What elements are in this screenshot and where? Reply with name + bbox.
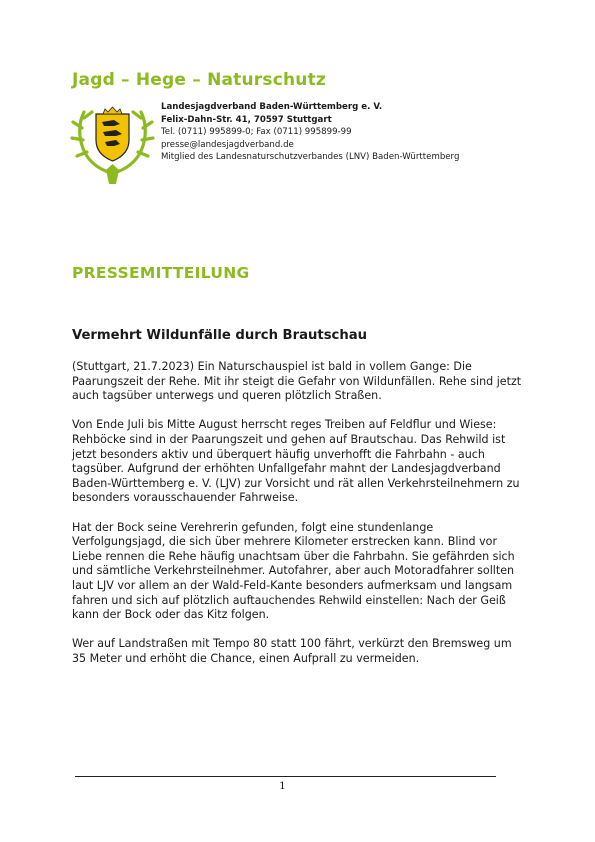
antlers-shield-crest-icon <box>70 106 155 186</box>
org-name: Landesjagdverband Baden-Württemberg e. V. <box>161 102 383 112</box>
footer-divider <box>75 776 496 777</box>
page-number: 1 <box>279 780 286 792</box>
paragraph: (Stuttgart, 21.7.2023) Ein Naturschauspiel ist bald in vollem Gange: Die Paarungszeit der Rehe. Mit ihr steigt die Gefahr von Wildunfällen. Rehe sind jetzt auch tagsüber unterwegs und queren plötzlich Straßen. <box>72 360 522 403</box>
section-label: PRESSEMITTEILUNG <box>72 264 250 282</box>
organization-block <box>161 101 459 164</box>
slogan-heading: Jagd – Hege – Naturschutz <box>72 70 326 90</box>
org-address: Felix-Dahn-Str. 41, 70597 Stuttgart <box>161 114 332 125</box>
article-body <box>72 360 522 681</box>
article-headline: Vermehrt Wildunfälle durch Brautschau <box>72 328 368 343</box>
org-email[interactable]: presse@landesjagdverband.de <box>161 139 294 150</box>
paragraph: Wer auf Landstraßen mit Tempo 80 statt 100 fährt, verkürzt den Bremsweg um 35 Meter und erhöht die Chance, einen Aufprall zu vermeiden. <box>72 637 512 665</box>
paragraph: Hat der Bock seine Verehrerin gefunden, folgt eine stundenlange Verfolgungsjagd, die sich über mehrere Kilometer erstrecken kann. Blind vor Liebe rennen die Rehe häufig unachtsam über die Fahrbahn. Sie gefährden sich und sämtliche Verkehrsteilnehmer. Autofahrer, aber auch Motoradfahrer sollten laut LJV vor allem an der Wald-Feld-Kante besonders aufmerksam und langsam fahren und sich auf plötzlich auftauchendes Rehwild einstellen: Nach der Geiß kann der Bock oder das Kitz folgen. <box>72 520 515 622</box>
org-membership: Mitglied des Landesnaturschutzverbandes (LNV) Baden-Württemberg <box>161 152 460 163</box>
paragraph: Von Ende Juli bis Mitte August herrscht reges Treiben auf Feldflur und Wiese: Rehböcke sind in der Paarungszeit und gehen auf Brautschau. Das Rehwild ist jetzt besonders aktiv und überquert häufig unverhofft die Fahrbahn - auch tagsüber. Aufgrund der erhöhten Unfallgefahr mahnt der Landesjagdverband Baden-Württemberg e. V. (LJV) zur Vorsicht und rät allen Verkehrsteilnehmern zu besonders vorausschauender Fahrweise. <box>72 418 520 505</box>
org-phone: Tel. (0711) 995899-0; Fax (0711) 995899-99 <box>161 127 352 138</box>
